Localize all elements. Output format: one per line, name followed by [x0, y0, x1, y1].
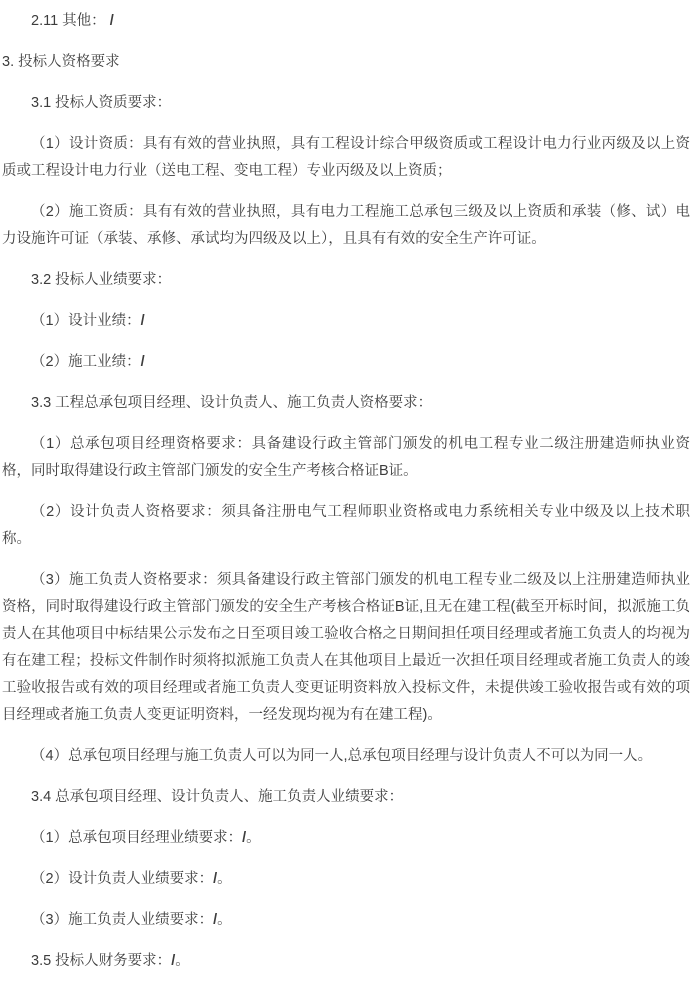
paragraph	[2, 90, 690, 117]
paragraph-text: 3.4 总承包项目经理、设计负责人、施工负责人业绩要求：	[31, 789, 404, 805]
paragraph	[2, 743, 690, 770]
placeholder-slash-value: /	[140, 313, 145, 329]
paragraph	[2, 499, 690, 553]
paragraph	[2, 390, 690, 417]
paragraph-text: 3.2 投标人业绩要求：	[31, 272, 172, 288]
paragraph-text: 3.1 投标人资质要求：	[31, 95, 172, 111]
placeholder-slash-value: /	[242, 830, 247, 846]
paragraph-text: （3）施工负责人业绩要求：	[31, 912, 214, 928]
paragraph-text: （1）设计业绩：	[31, 313, 141, 329]
paragraph-text: 。	[246, 830, 261, 846]
paragraph-text: （2）设计负责人业绩要求：	[31, 871, 214, 887]
placeholder-slash-value: /	[140, 354, 145, 370]
paragraph	[2, 49, 690, 76]
paragraph-text: 3. 投标人资格要求	[2, 54, 120, 70]
document-body	[2, 8, 690, 975]
paragraph-text: （2）施工业绩：	[31, 354, 141, 370]
paragraph	[2, 431, 690, 485]
paragraph-text: （1）设计资质：具有有效的营业执照，具有工程设计综合甲级资质或工程设计电力行业丙级及以上资质或工程设计电力行业（送电工程、变电工程）专业丙级及以上资质；	[2, 136, 690, 179]
paragraph-text: （1）总承包项目经理业绩要求：	[31, 830, 243, 846]
paragraph	[2, 308, 690, 335]
paragraph-text: 3.5 投标人财务要求：	[31, 953, 172, 969]
paragraph	[2, 267, 690, 294]
paragraph-text: （2）施工资质：具有有效的营业执照，具有电力工程施工总承包三级及以上资质和承装（修、试）电力设施许可证（承装、承修、承试均为四级及以上），且具有有效的安全生产许可证。	[2, 204, 690, 247]
paragraph	[2, 825, 690, 852]
placeholder-slash-value: /	[109, 13, 114, 29]
paragraph	[2, 784, 690, 811]
paragraph-text: 。	[217, 871, 232, 887]
paragraph-text: （2）设计负责人资格要求：须具备注册电气工程师职业资格或电力系统相关专业中级及以上技术职称。	[2, 504, 690, 547]
placeholder-slash-value: /	[213, 912, 218, 928]
paragraph	[2, 131, 690, 185]
paragraph	[2, 199, 690, 253]
paragraph-text: 。	[217, 912, 232, 928]
paragraph	[2, 349, 690, 376]
placeholder-slash-value: /	[213, 871, 218, 887]
paragraph	[2, 567, 690, 729]
paragraph	[2, 907, 690, 934]
paragraph-text: 2.11 其他：	[31, 13, 110, 29]
paragraph-text: （1）总承包项目经理资格要求：具备建设行政主管部门颁发的机电工程专业二级注册建造师执业资格，同时取得建设行政主管部门颁发的安全生产考核合格证B证。	[2, 436, 690, 479]
paragraph	[2, 948, 690, 975]
paragraph-text: 3.3 工程总承包项目经理、设计负责人、施工负责人资格要求：	[31, 395, 433, 411]
placeholder-slash-value: /	[171, 953, 176, 969]
paragraph-text: 。	[175, 953, 190, 969]
paragraph-text: （4）总承包项目经理与施工负责人可以为同一人,总承包项目经理与设计负责人不可以为同一人。	[31, 748, 653, 764]
paragraph-text: （3）施工负责人资格要求：须具备建设行政主管部门颁发的机电工程专业二级及以上注册建造师执业资格，同时取得建设行政主管部门颁发的安全生产考核合格证B证,且无在建工程(截至开标时间，拟派施工负责人在其他项目中标结果公示发布之日至项目竣工验收合格之日期间担任项目经理或者施工负责人的均视为有在建工程；投标文件制作时须将拟派施工负责人在其他项目上最近一次担任项目经理或者施工负责人的竣工验收报告或有效的项目经理或者施工负责人变更证明资料放入投标文件，未提供竣工验收报告或有效的项目经理或者施工负责人变更证明资料，一经发现均视为有在建工程)。	[2, 572, 690, 723]
paragraph	[2, 866, 690, 893]
paragraph	[2, 8, 690, 35]
